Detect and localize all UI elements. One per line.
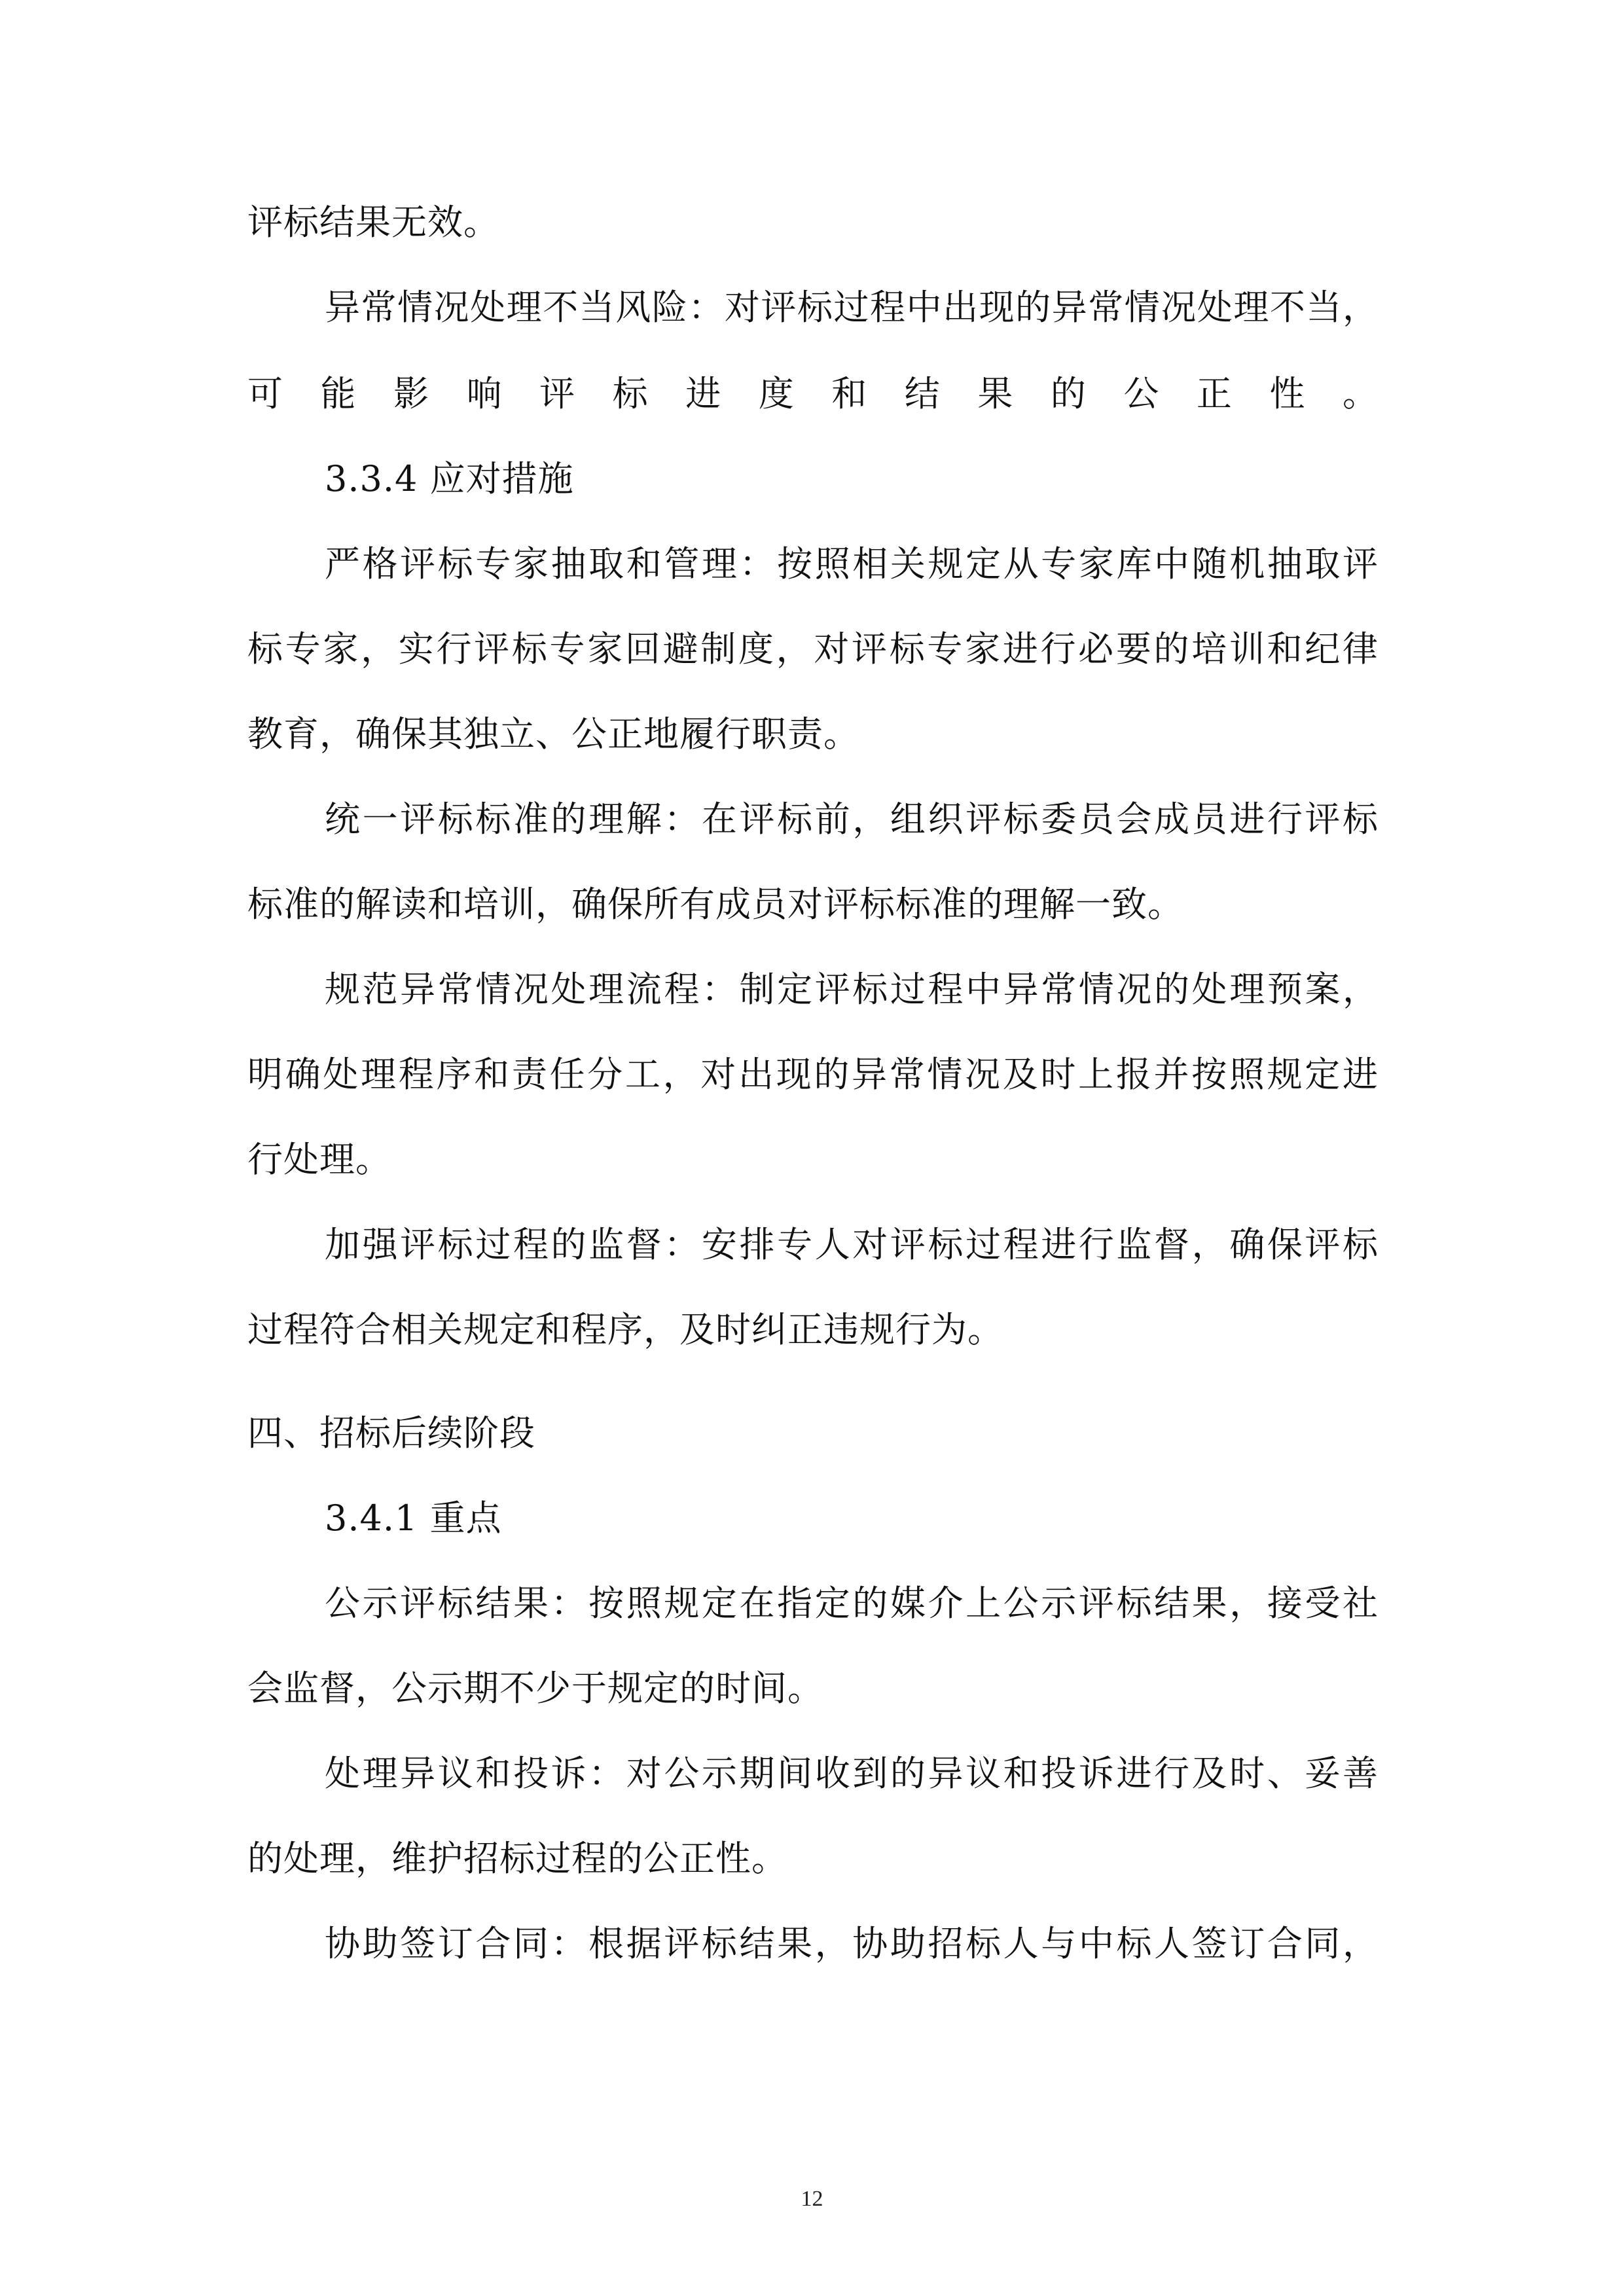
paragraph-abnormal-process: 规范异常情况处理流程：制定评标过程中异常情况的处理预案， — [325, 969, 1379, 1010]
paragraph-abnormal-risk: 异常情况处理不当风险：对评标过程中出现的异常情况处理不当， — [325, 287, 1379, 328]
paragraph-publicize-results: 公示评标结果：按照规定在指定的媒介上公示评标结果，接受社 — [325, 1583, 1379, 1624]
paragraph-expert-selection: 严格评标专家抽取和管理：按照相关规定从专家库中随机抽取评 — [325, 543, 1379, 584]
text-line: 会监督，公示期不少于规定的时间。 — [247, 1668, 823, 1709]
section-heading-341: 3.4.1 重点 — [325, 1498, 502, 1539]
text-line: 行处理。 — [247, 1139, 391, 1180]
text-line: 教育，确保其独立、公正地履行职责。 — [247, 713, 859, 755]
text-line: 过程符合相关规定和程序，及时纠正违规行为。 — [247, 1309, 1003, 1350]
text-line: 可能影响评标进度和结果的公正性。 — [247, 373, 1379, 414]
paragraph-objections: 处理异议和投诉：对公示期间收到的异议和投诉进行及时、妥善 — [325, 1753, 1379, 1794]
text-line: 明确处理程序和责任分工，对出现的异常情况及时上报并按照规定进 — [247, 1054, 1379, 1095]
paragraph-contract-signing: 协助签订合同：根据评标结果，协助招标人与中标人签订合同， — [325, 1923, 1379, 1964]
text-line: 的处理，维护招标过程的公正性。 — [247, 1838, 787, 1879]
paragraph-unified-standards: 统一评标标准的理解：在评标前，组织评标委员会成员进行评标 — [325, 798, 1379, 840]
text-line: 标专家，实行评标专家回避制度，对评标专家进行必要的培训和纪律 — [247, 628, 1379, 670]
chapter-heading-four: 四、招标后续阶段 — [247, 1412, 535, 1454]
text-line: 评标结果无效。 — [247, 202, 499, 243]
text-line: 标准的解读和培训，确保所有成员对评标标准的理解一致。 — [247, 884, 1183, 925]
paragraph-supervision: 加强评标过程的监督：安排专人对评标过程进行监督，确保评标 — [325, 1224, 1379, 1265]
page-number: 12 — [801, 2187, 823, 2211]
section-heading-334: 3.3.4 应对措施 — [325, 458, 574, 499]
